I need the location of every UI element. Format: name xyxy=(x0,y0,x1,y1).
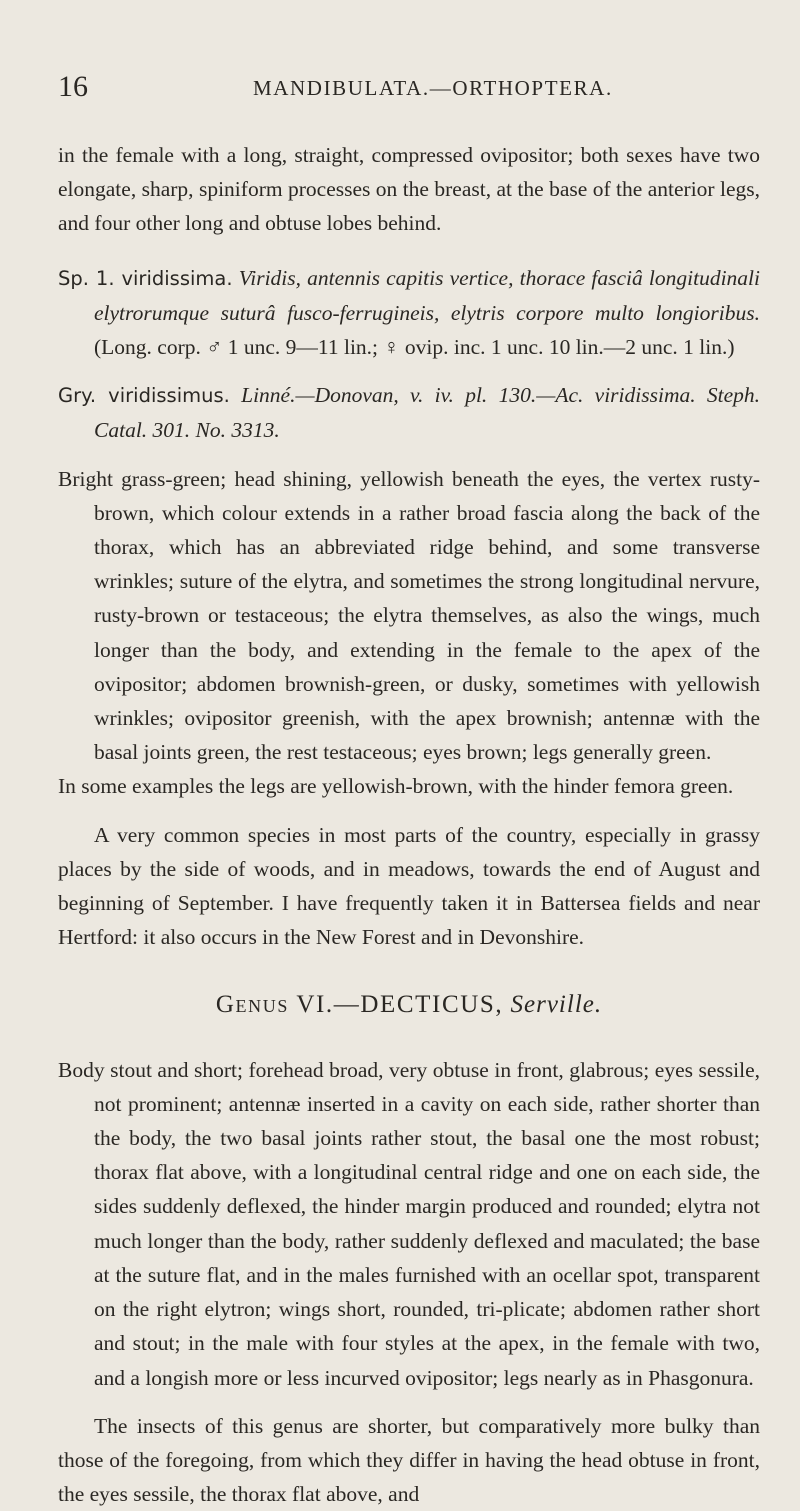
running-title: MANDIBULATA.—ORTHOPTERA. xyxy=(253,76,613,100)
page-number: 16 xyxy=(58,70,88,103)
running-header xyxy=(58,70,760,110)
species-description: Bright grass-green; head shining, yellowish beneath the eyes, the vertex rusty-brown, which colour extends in a rather broad fascia along the back of the thorax, which has an abbreviated ridge behind, and some transverse wrinkles; suture of the elytra, and sometimes the strong longitudinal nervure, rusty-brown or testaceous; the elytra themselves, as also the wings, much longer than the body, and extending in the female to the apex of the ovipositor; abdomen brownish-green, or dusky, sometimes with yellowish wrinkles; ovipositor greenish, with the apex brownish; antennæ with the basal joints green, the rest testaceous; eyes brown; legs generally green. xyxy=(58,466,760,765)
synonymy-name: Gry. viridissimus. xyxy=(58,384,230,408)
page-body xyxy=(58,138,760,1511)
habitat-paragraph: A very common species in most parts of the country, especially in grassy places by the side of woods, and in meadows, towards the end of August and beginning of September. I have frequently taken it in Battersea fields and near Hertford: it also occurs in the New Forest and in Devonshire. xyxy=(58,822,760,950)
variation-note: In some examples the legs are yellowish-brown, with the hinder femora green. xyxy=(58,774,734,799)
species-label: Sp. 1. viridissima. xyxy=(58,266,233,290)
genus-characters: Body stout and short; forehead broad, very obtuse in front, glabrous; eyes sessile, not prominent; antennæ inserted in a cavity on each side, rather shorter than the body, the two basal joints rather stout, the basal one the most robust; thorax flat above, with a longitudinal central ridge and one on each side, the sides suddenly deflexed, the hinder margin produced and rounded; elytra not much longer than the body, rather suddenly deflexed and maculated; the base at the suture flat, and in the males furnished with an ocellar spot, transparent on the right elytron; wings short, rounded, tri-plicate; abdomen rather short and stout; in the male with four styles at the apex, in the female with two, and a longish more or less incurved ovipositor; legs nearly as in Phasgonura. xyxy=(58,1057,760,1390)
synonymy xyxy=(58,378,760,447)
continuation-paragraph: in the female with a long, straight, compressed ovipositor; both sexes have two elongate, sharp, spiniform processes on the breast, at the base of the anterior legs, and four other long and obtuse lobes behind. xyxy=(58,143,760,236)
genus-remarks: The insects of this genus are shorter, but comparatively more bulky than those of the foregoing, from which they differ in having the head obtuse in front, the eyes sessile, the thorax flat above, and xyxy=(58,1413,760,1507)
genus-author: Serville. xyxy=(510,991,603,1019)
genus-heading xyxy=(58,988,760,1022)
genus-title: Genus VI.—DECTICUS, xyxy=(215,991,504,1019)
species-latin-description: Viridis, antennis capitis vertice, thorace fasciâ longitudinali elytrorumque suturâ fusco-ferrugineis, elytris corpore multo longioribus. xyxy=(94,265,760,325)
synonymy-references: Linné.—Donovan, v. iv. pl. 130.—Ac. viridissima. Steph. Catal. 301. No. 3313. xyxy=(94,383,761,443)
species-diagnosis xyxy=(58,261,760,365)
species-measurements: (Long. corp. ♂ 1 unc. 9—11 lin.; ♀ ovip. inc. 1 unc. 10 lin.—2 unc. 1 lin.) xyxy=(94,335,735,360)
